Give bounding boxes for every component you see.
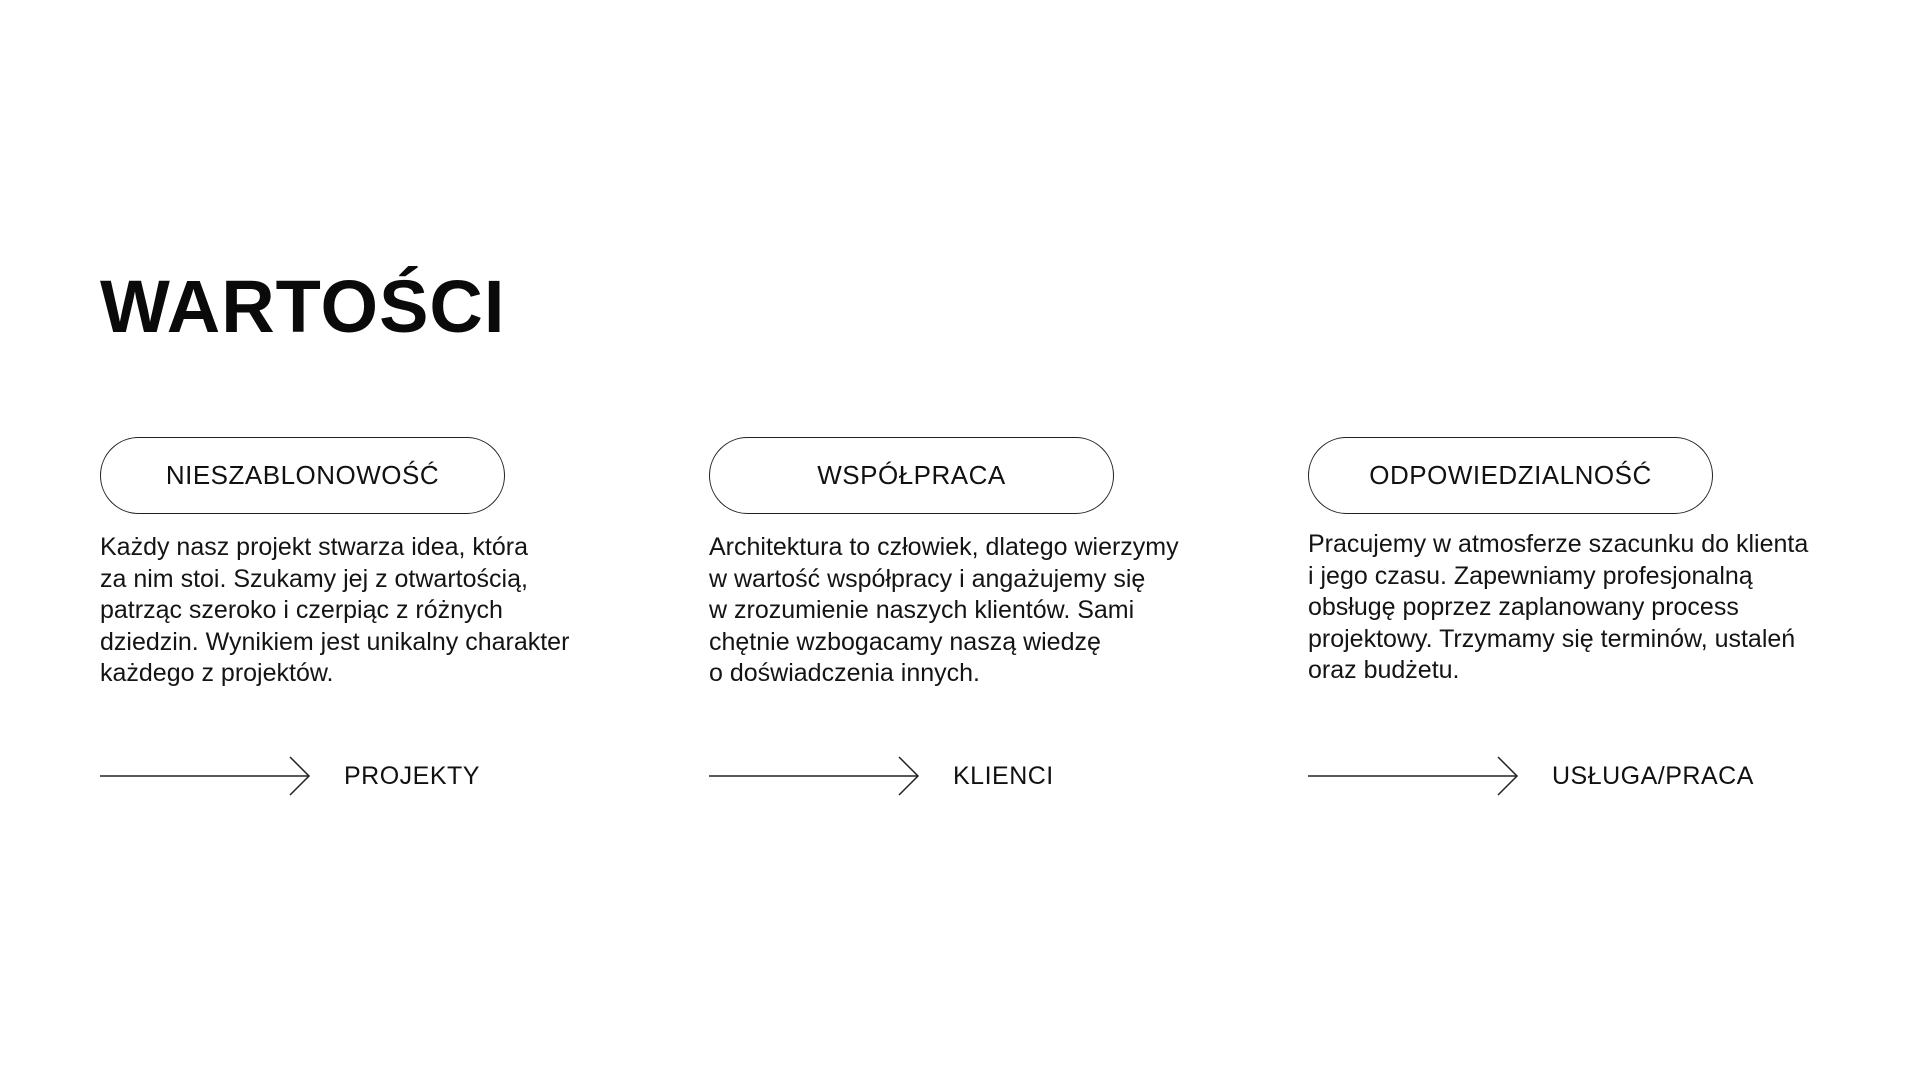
arrow-right-icon	[1308, 755, 1520, 797]
link-label-klienci[interactable]: KLIENCI	[953, 761, 1054, 790]
link-projekty[interactable]	[100, 755, 480, 797]
value-pill-nieszablonowosc: NIESZABLONOWOŚĆ	[100, 437, 505, 514]
value-column-wspolpraca	[709, 437, 1269, 690]
value-description-nieszablonowosc: Każdy nasz projekt stwarza idea, która za nim stoi. Szukamy jej z otwartością, patrząc szeroko i czerpiąc z różnych dziedzin. Wynikiem jest unikalny charakter każdego z projektów.	[100, 533, 570, 687]
value-pill-wspolpraca: WSPÓŁPRACA	[709, 437, 1114, 514]
link-klienci[interactable]	[709, 755, 1054, 797]
link-label-projekty[interactable]: PROJEKTY	[344, 761, 480, 790]
link-usluga-praca[interactable]	[1308, 755, 1754, 797]
arrow-right-icon	[709, 755, 921, 797]
value-pill-odpowiedzialnosc: ODPOWIEDZIALNOŚĆ	[1308, 437, 1713, 514]
arrow-right-icon	[100, 755, 312, 797]
value-column-nieszablonowosc	[100, 437, 660, 690]
value-description-odpowiedzialnosc: Pracujemy w atmosferze szacunku do klienta i jego czasu. Zapewniamy profesjonalną obsługę poprzez zaplanowany process projektowy. Trzymamy się terminów, ustaleń oraz budżetu.	[1308, 530, 1809, 684]
page-title: WARTOŚCI	[100, 265, 506, 348]
link-label-usluga-praca[interactable]: USŁUGA/PRACA	[1552, 761, 1754, 790]
value-column-odpowiedzialnosc	[1308, 437, 1868, 687]
value-description-wspolpraca: Architektura to człowiek, dlatego wierzymy w wartość współpracy i angażujemy się w zrozumienie naszych klientów. Sami chętnie wzbogacamy naszą wiedzę o doświadczenia innych.	[709, 533, 1179, 687]
